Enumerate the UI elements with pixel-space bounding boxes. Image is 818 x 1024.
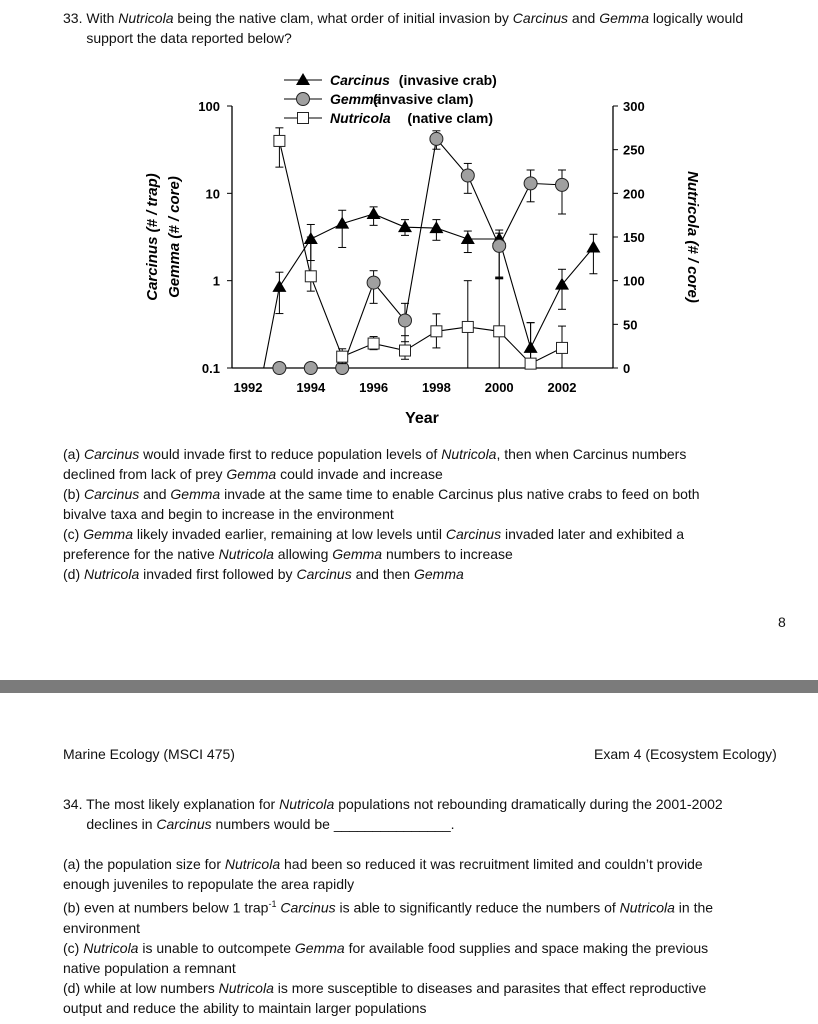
italic-term: Nutricola xyxy=(279,796,335,812)
x-tick-label: 1996 xyxy=(359,380,389,395)
text-segment: support the data reported below? xyxy=(63,30,292,46)
text-segment: declined from lack of prey xyxy=(63,466,227,482)
data-point-gemma xyxy=(399,314,412,327)
question-34 xyxy=(63,794,783,834)
option-line xyxy=(63,484,783,504)
y-tick-label-left: 0.1 xyxy=(201,361,220,376)
legend-desc: (invasive crab) xyxy=(398,72,497,88)
text-segment: numbers would be _______________. xyxy=(211,816,455,832)
italic-term: Carcinus xyxy=(445,526,502,542)
page-number: 8 xyxy=(778,614,786,630)
italic-term: Carcinus xyxy=(84,486,140,502)
option-line xyxy=(63,894,793,918)
legend-desc: (native clam) xyxy=(407,110,493,126)
option-line xyxy=(63,564,783,584)
text-segment: invade at the same time to enable Carcinus plus native crabs to feed on both xyxy=(220,486,700,502)
legend-marker-nutricola xyxy=(298,113,309,124)
page-divider xyxy=(0,680,818,693)
italic-term: Nutricola xyxy=(218,979,274,996)
data-point-gemma xyxy=(524,177,537,190)
text-segment: (c) xyxy=(63,526,84,542)
y-tick-label-left: 100 xyxy=(198,99,220,114)
x-tick-label: 2002 xyxy=(547,380,577,395)
text-segment: (a) xyxy=(63,446,84,462)
option-line xyxy=(63,978,793,998)
y-axis-label-carcinus: Carcinus (# / trap) xyxy=(144,173,161,301)
legend-label-nutricola: Nutricola xyxy=(330,110,391,126)
exam-header: Exam 4 (Ecosystem Ecology) xyxy=(594,746,777,762)
text-segment: invaded first followed by xyxy=(139,566,297,582)
data-point-gemma xyxy=(461,169,474,182)
option-line xyxy=(63,854,793,874)
text-segment: is able to significantly reduce the numbers of xyxy=(335,899,620,916)
option-line xyxy=(63,504,783,524)
data-point-carcinus xyxy=(429,221,443,233)
text-segment: for available food supplies and space making the previous xyxy=(344,939,709,956)
text-segment: -1 xyxy=(268,899,277,909)
data-point-gemma xyxy=(493,239,506,252)
y-tick-label-left: 10 xyxy=(205,186,220,202)
text-segment: in the xyxy=(674,899,714,916)
question-line xyxy=(63,814,783,834)
data-point-gemma xyxy=(273,362,286,375)
text-segment: (a) the population size for xyxy=(63,856,225,872)
series-line-nutricola xyxy=(279,141,562,364)
text-segment: bivalve taxa and begin to increase in the environment xyxy=(63,506,394,522)
legend-desc: (invasive clam) xyxy=(373,91,474,107)
text-segment: populations not rebounding dramatically during the 2001-2002 xyxy=(334,796,723,812)
text-segment: had been so reduced it was recruitment limited and couldn’t provide xyxy=(280,856,703,872)
text-segment: enough juveniles to repopulate the area rapidly xyxy=(63,876,355,892)
y-tick-label-right: 0 xyxy=(623,361,631,376)
italic-term: Gemma xyxy=(83,526,134,542)
data-point-carcinus xyxy=(461,232,475,244)
option-line xyxy=(63,464,783,484)
text-segment: (d) while at low numbers xyxy=(63,979,219,996)
data-point-carcinus xyxy=(586,240,600,252)
text-segment: environment xyxy=(63,919,141,936)
data-point-nutricola xyxy=(494,326,505,337)
option-line xyxy=(63,524,783,544)
italic-term: Nutricola xyxy=(441,446,497,462)
data-point-nutricola xyxy=(557,342,568,353)
data-point-nutricola xyxy=(305,271,316,282)
data-point-carcinus xyxy=(272,280,286,292)
population-chart xyxy=(0,0,818,440)
data-point-nutricola xyxy=(431,326,442,337)
question-line xyxy=(63,794,783,814)
data-point-nutricola xyxy=(368,338,379,349)
option-line xyxy=(63,998,793,1018)
text-segment: is unable to outcompete xyxy=(138,939,295,956)
option-line xyxy=(63,958,793,978)
series-line-gemma xyxy=(279,139,562,368)
text-segment: is more susceptible to diseases and parasites that effect reproductive xyxy=(273,979,707,996)
y-tick-label-right: 300 xyxy=(623,99,645,114)
italic-term: Nutricola xyxy=(619,899,675,916)
italic-term: Carcinus xyxy=(156,816,212,832)
italic-term: Nutricola xyxy=(224,856,281,872)
y-tick-label-right: 150 xyxy=(623,230,645,245)
data-point-nutricola xyxy=(400,345,411,356)
legend-marker-carcinus xyxy=(296,73,310,85)
data-point-nutricola xyxy=(462,321,473,332)
data-point-gemma xyxy=(430,132,443,145)
text-segment: and then xyxy=(351,566,414,582)
x-tick-label: 1998 xyxy=(421,380,451,395)
text-segment: (b) xyxy=(63,486,84,502)
option-line xyxy=(63,444,783,464)
x-tick-label: 1992 xyxy=(233,380,263,395)
course-header: Marine Ecology (MSCI 475) xyxy=(63,746,235,762)
text-segment: invaded later and exhibited a xyxy=(501,526,685,542)
italic-term: Gemma xyxy=(332,546,383,562)
data-point-gemma xyxy=(304,362,317,375)
text-segment: likely invaded earlier, remaining at low levels until xyxy=(133,526,446,542)
italic-term: Carcinus xyxy=(280,899,336,916)
italic-term: Nutricola xyxy=(83,939,139,956)
italic-term: Gemma xyxy=(294,939,345,956)
y-tick-label-right: 250 xyxy=(623,142,645,158)
data-point-nutricola xyxy=(525,358,536,369)
text-segment: could invade and increase xyxy=(276,466,443,482)
italic-term: Carcinus xyxy=(84,446,140,462)
data-point-nutricola xyxy=(337,351,348,362)
x-tick-label: 2000 xyxy=(484,380,514,395)
text-segment: (d) xyxy=(63,566,84,582)
y-axis-label-gemma: Gemma (# / core) xyxy=(166,176,183,298)
y-tick-label-left: 1 xyxy=(212,273,220,289)
option-line xyxy=(63,874,793,894)
italic-term: Gemma xyxy=(226,466,277,482)
data-point-nutricola xyxy=(274,135,285,146)
x-axis-label: Year xyxy=(405,410,439,427)
legend-label-gemma: Gemma xyxy=(330,91,382,107)
data-point-gemma xyxy=(367,276,380,289)
italic-term: Nutricola xyxy=(218,546,274,562)
y-tick-label-right: 50 xyxy=(623,317,638,333)
y-tick-label-right: 200 xyxy=(623,186,645,202)
text-segment: (c) xyxy=(63,939,84,956)
text-segment: , then when Carcinus numbers xyxy=(496,446,687,462)
legend-marker-gemma xyxy=(297,93,310,106)
y-axis-label-nutricola: Nutricola (# / core) xyxy=(684,171,701,303)
italic-term: Gemma xyxy=(170,486,221,502)
italic-term: Gemma xyxy=(413,566,464,582)
text-segment: output and reduce the ability to maintain larger populations xyxy=(63,999,427,1016)
data-point-carcinus xyxy=(398,220,412,232)
text-segment: 34. The most likely explanation for xyxy=(63,796,280,812)
data-point-gemma xyxy=(556,178,569,191)
text-segment: native population a remnant xyxy=(63,959,236,976)
option-line xyxy=(63,938,793,958)
italic-term: Nutricola xyxy=(84,566,140,582)
legend-label-carcinus: Carcinus xyxy=(330,72,390,88)
text-segment: (b) even at numbers below 1 trap xyxy=(63,899,269,916)
text-segment: and xyxy=(568,10,600,26)
question-33-options xyxy=(63,444,783,584)
y-tick-label-right: 100 xyxy=(623,273,645,289)
text-segment: declines in xyxy=(63,816,157,832)
italic-term: Nutricola xyxy=(118,10,174,26)
text-segment: allowing xyxy=(273,546,333,562)
text-segment: 33. With xyxy=(63,10,119,26)
italic-term: Carcinus xyxy=(512,10,569,26)
text-segment: logically would xyxy=(648,10,744,26)
text-segment: numbers to increase xyxy=(382,546,513,562)
text-segment: and xyxy=(139,486,171,502)
text-segment: preference for the native xyxy=(63,546,219,562)
data-point-carcinus xyxy=(367,207,381,219)
text-segment: would invade first to reduce population levels of xyxy=(139,446,442,462)
italic-term: Carcinus xyxy=(296,566,352,582)
x-tick-label: 1994 xyxy=(296,380,326,395)
option-line xyxy=(63,544,783,564)
question-34-options xyxy=(63,854,793,1018)
text-segment: being the native clam, what order of initial invasion by xyxy=(173,10,513,26)
italic-term: Gemma xyxy=(599,10,649,26)
option-line xyxy=(63,918,793,938)
